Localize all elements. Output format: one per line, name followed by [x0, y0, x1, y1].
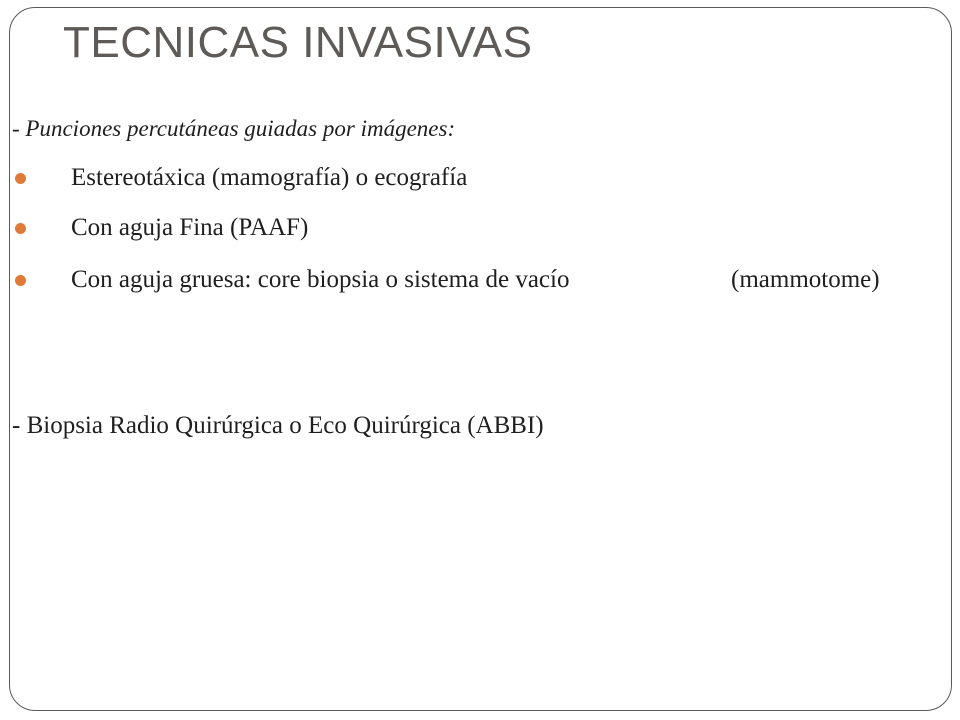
closing-line: - Biopsia Radio Quirúrgica o Eco Quirúrgica (ABBI): [12, 412, 544, 439]
slide-title: TECNICAS INVASIVAS: [63, 18, 533, 67]
bullet-text: Estereotáxica (mamografía) o ecografía: [71, 164, 468, 191]
bullet-dot-icon: [15, 223, 26, 234]
bullet-dot-icon: [15, 173, 26, 184]
intro-italic-text: Punciones percutáneas guiadas por imágenes:: [25, 116, 456, 141]
bullet-text: Con aguja gruesa: core biopsia o sistema de vacío: [71, 266, 570, 293]
bullet-dot-icon: [15, 275, 26, 286]
bullet-text: Con aguja Fina (PAAF): [71, 214, 309, 241]
slide-frame: [9, 7, 952, 711]
intro-line: [12, 116, 455, 142]
intro-prefix: -: [12, 116, 26, 141]
bullet-extra-text: (mammotome): [731, 266, 880, 293]
